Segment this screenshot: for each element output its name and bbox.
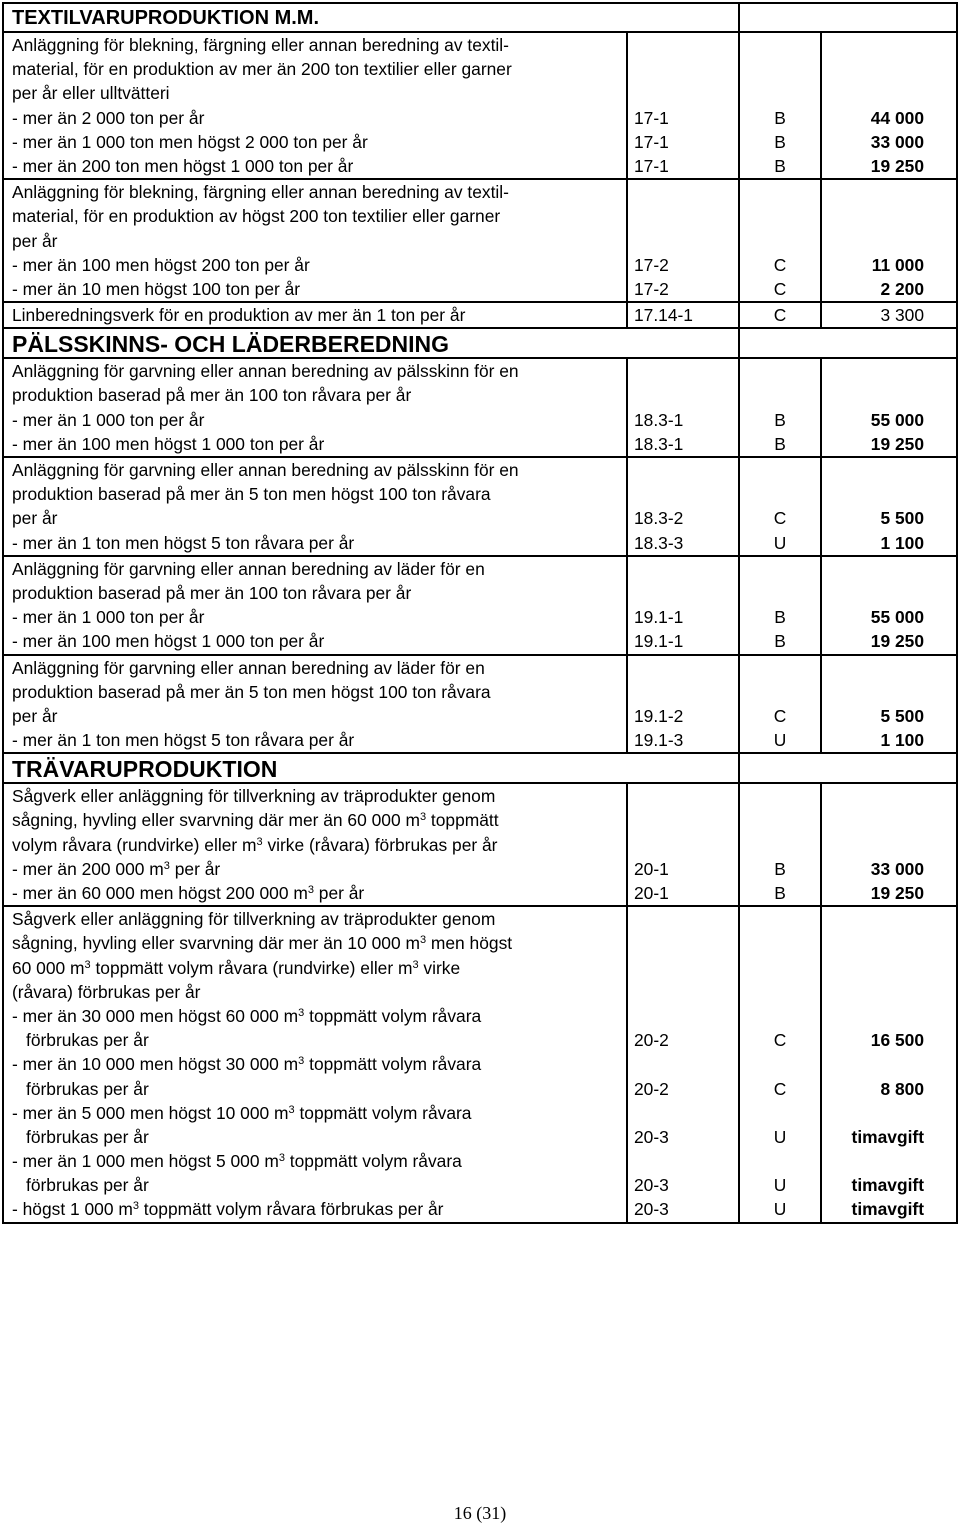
- activity-description: sågning, hyvling eller svarvning där mer än 60 000 $m^3$ toppmätt: [12, 810, 499, 831]
- activity-code: 19.1-3: [634, 730, 684, 751]
- fee-amount: 8 800: [880, 1078, 924, 1099]
- fee-amount: [822, 33, 924, 57]
- fee-amount: [822, 57, 924, 81]
- fee-amount: [822, 808, 924, 832]
- fee-amount: 3 300: [880, 305, 924, 326]
- permit-class: U: [773, 730, 787, 751]
- activity-description: - mer än 200 ton men högst 1 000 ton per år: [12, 155, 354, 176]
- activity-description: förbrukas per år: [26, 1078, 149, 1099]
- activity-description-cell: [3, 906, 627, 1222]
- activity-description: - högst 1 000 $m^3$ toppmätt volym råvara förbrukas per år: [12, 1199, 444, 1220]
- activity-description: produktion baserad på mer än 5 ton men högst 100 ton råvara: [12, 681, 491, 702]
- activity-code: [634, 1101, 738, 1125]
- permit-class: C: [773, 1078, 787, 1099]
- activity-description: - mer än 1 000 ton men högst 2 000 ton per år: [12, 131, 368, 152]
- fee-amount: 33 000: [870, 858, 924, 879]
- superscript-three: 3: [256, 835, 263, 848]
- activity-description: - mer än 5 000 men högst 10 000 $m^3$ toppmätt volym råvara: [12, 1102, 472, 1123]
- activity-description: material, för en produktion av mer än 200 ton textilier eller garner: [12, 59, 512, 80]
- activity-code: [634, 557, 738, 581]
- activity-code: [634, 383, 738, 407]
- activity-description: förbrukas per år: [26, 1175, 149, 1196]
- activity-code: [634, 656, 738, 680]
- permit-class: [740, 656, 820, 680]
- activity-code: 18.3-2: [634, 508, 684, 529]
- permit-class: [740, 383, 820, 407]
- activity-code: 20-1: [634, 883, 669, 903]
- fee-amount: [822, 907, 924, 931]
- activity-description: - mer än 10 000 men högst 30 000 $m^3$ toppmätt volym råvara: [12, 1054, 482, 1075]
- permit-class: [740, 180, 820, 204]
- permit-class: [740, 980, 820, 1004]
- activity-code: 17-1: [634, 131, 669, 152]
- activity-row: [3, 358, 957, 457]
- permit-class: U: [773, 1199, 787, 1220]
- fee-amount: 16 500: [870, 1030, 924, 1051]
- activity-description-cell: [3, 457, 627, 556]
- fee-amount: 44 000: [870, 107, 924, 128]
- activity-code-cell: [627, 302, 739, 328]
- activity-code-cell: [627, 179, 739, 302]
- section-heading-row: [3, 3, 957, 32]
- fee-amount: [822, 656, 924, 680]
- superscript-three: 3: [84, 958, 91, 971]
- superscript-three: 3: [412, 958, 419, 971]
- permit-class: [740, 204, 820, 228]
- activity-description: Anläggning för garvning eller annan beredning av pälsskinn för en: [12, 361, 519, 382]
- activity-code: [634, 229, 738, 253]
- activity-description-cell: [3, 783, 627, 906]
- activity-description: - mer än 30 000 men högst 60 000 $m^3$ toppmätt volym råvara: [12, 1005, 482, 1026]
- permit-class: [740, 784, 820, 808]
- fee-amount: 1 100: [880, 532, 924, 553]
- fee-amount-cell: [821, 302, 957, 328]
- permit-class: [740, 482, 820, 506]
- permit-class: [740, 808, 820, 832]
- activity-description: Anläggning för blekning, färgning eller annan beredning av textil-: [12, 182, 509, 203]
- permit-class: B: [774, 607, 786, 628]
- section-heading-cell: [3, 328, 739, 358]
- activity-row: [3, 302, 957, 328]
- activity-code: [634, 931, 738, 955]
- permit-class: [740, 907, 820, 931]
- activity-code-cell: [627, 358, 739, 457]
- activity-description: - mer än 100 men högst 1 000 ton per år: [12, 433, 325, 454]
- activity-description: - mer än 100 men högst 200 ton per år: [12, 254, 310, 275]
- fee-amount-cell: [821, 179, 957, 302]
- activity-description: Anläggning för garvning eller annan beredning av läder för en: [12, 657, 485, 678]
- activity-code: [634, 359, 738, 383]
- activity-description: volym råvara (rundvirke) eller $m^3$ virke (råvara) förbrukas per år: [12, 834, 498, 855]
- fee-amount: [822, 784, 924, 808]
- fee-amount-cell: [821, 655, 957, 754]
- activity-code-cell: [627, 906, 739, 1222]
- permit-class: [740, 57, 820, 81]
- section-heading-row: [3, 328, 957, 358]
- permit-class-cell: [739, 179, 821, 302]
- activity-description: (råvara) förbrukas per år: [12, 981, 201, 1002]
- permit-class: [740, 1004, 820, 1028]
- permit-class: [740, 680, 820, 704]
- activity-description: - mer än 1 ton men högst 5 ton råvara per år: [12, 532, 355, 553]
- fee-amount-cell: [821, 358, 957, 457]
- activity-code-cell: [627, 32, 739, 179]
- fee-amount: [822, 1101, 924, 1125]
- activity-description: förbrukas per år: [26, 1030, 149, 1051]
- permit-class: U: [773, 1126, 787, 1147]
- empty-cell: [739, 753, 957, 783]
- fee-amount: timavgift: [851, 1199, 924, 1220]
- activity-code: [634, 204, 738, 228]
- fee-amount: [822, 833, 924, 857]
- permit-class: C: [773, 278, 787, 299]
- activity-description: - mer än 200 000 $m^3$ per år: [12, 858, 221, 879]
- permit-class: [740, 931, 820, 955]
- activity-row: [3, 32, 957, 179]
- empty-cell: [739, 328, 957, 358]
- permit-class: B: [774, 107, 786, 128]
- permit-class: C: [773, 705, 787, 726]
- superscript-three: 3: [163, 859, 170, 872]
- permit-class: [740, 1149, 820, 1173]
- fee-amount: 5 500: [880, 508, 924, 529]
- permit-class: U: [773, 1175, 787, 1196]
- activity-description: Anläggning för garvning eller annan beredning av läder för en: [12, 558, 485, 579]
- fee-amount: 1 100: [880, 730, 924, 751]
- activity-code: 19.1-1: [634, 631, 684, 652]
- fee-amount: [822, 581, 924, 605]
- permit-class: [740, 581, 820, 605]
- activity-code: 19.1-2: [634, 705, 684, 726]
- permit-class-cell: [739, 358, 821, 457]
- activity-code: 20-3: [634, 1199, 669, 1220]
- activity-description: Sågverk eller anläggning för tillverkning av träprodukter genom: [12, 786, 496, 807]
- activity-description-cell: [3, 302, 627, 328]
- fee-amount: [822, 81, 924, 105]
- fee-amount: [822, 383, 924, 407]
- activity-code: [634, 1052, 738, 1076]
- section-heading-row: [3, 753, 957, 783]
- fee-amount: 55 000: [870, 607, 924, 628]
- fee-amount: 19 250: [870, 631, 924, 652]
- permit-class: C: [773, 254, 787, 275]
- activity-description: 60 000 $m^3$ toppmätt volym råvara (rundvirke) eller $m^3$ virke: [12, 957, 461, 978]
- activity-description-cell: [3, 655, 627, 754]
- superscript-three: 3: [298, 1055, 305, 1068]
- permit-class: C: [773, 305, 787, 326]
- activity-description: - mer än 10 men högst 100 ton per år: [12, 278, 301, 299]
- activity-code-cell: [627, 655, 739, 754]
- fee-amount: timavgift: [851, 1126, 924, 1147]
- fee-amount: 5 500: [880, 705, 924, 726]
- permit-class: [740, 81, 820, 105]
- activity-code: [634, 907, 738, 931]
- permit-class: [740, 956, 820, 980]
- activity-code: [634, 784, 738, 808]
- section-heading-cell: [3, 3, 739, 32]
- permit-class: B: [774, 433, 786, 454]
- activity-code: [634, 57, 738, 81]
- fee-amount-cell: [821, 32, 957, 179]
- activity-code-cell: [627, 457, 739, 556]
- fee-amount: [822, 204, 924, 228]
- permit-class: B: [774, 131, 786, 152]
- activity-description: produktion baserad på mer än 100 ton råvara per år: [12, 582, 412, 603]
- activity-code-cell: [627, 556, 739, 655]
- activity-row: [3, 457, 957, 556]
- activity-row: [3, 655, 957, 754]
- activity-description-cell: [3, 556, 627, 655]
- superscript-three: 3: [278, 1152, 285, 1165]
- activity-description: - mer än 2 000 ton per år: [12, 107, 205, 128]
- permit-class: B: [774, 858, 786, 879]
- activity-description: - mer än 60 000 men högst 200 000 $m^3$ per år: [12, 883, 365, 903]
- fee-amount: [822, 359, 924, 383]
- activity-code: 20-1: [634, 858, 669, 879]
- fee-amount: [822, 931, 924, 955]
- superscript-three: 3: [419, 934, 427, 947]
- permit-class-cell: [739, 302, 821, 328]
- activity-code: [634, 956, 738, 980]
- fee-amount: [822, 1052, 924, 1076]
- activity-row: [3, 906, 957, 1222]
- permit-class: B: [774, 883, 786, 903]
- activity-code: 20-2: [634, 1078, 669, 1099]
- superscript-three: 3: [419, 811, 427, 824]
- permit-class: [740, 557, 820, 581]
- activity-description: - mer än 100 men högst 1 000 ton per år: [12, 631, 325, 652]
- fee-amount: [822, 1004, 924, 1028]
- activity-description: per år eller ulltvätteri: [12, 83, 170, 104]
- permit-class-cell: [739, 906, 821, 1222]
- activity-code: [634, 1004, 738, 1028]
- activity-description: produktion baserad på mer än 5 ton men högst 100 ton råvara: [12, 484, 491, 505]
- activity-code: 17-1: [634, 107, 669, 128]
- activity-code: [634, 33, 738, 57]
- permit-class: B: [774, 155, 786, 176]
- activity-description-cell: [3, 179, 627, 302]
- activity-description: produktion baserad på mer än 100 ton råvara per år: [12, 385, 412, 406]
- fee-amount: [822, 180, 924, 204]
- activity-code: [634, 808, 738, 832]
- fee-amount: [822, 458, 924, 482]
- permit-class: [740, 359, 820, 383]
- activity-code: [634, 833, 738, 857]
- activity-description: - mer än 1 000 ton per år: [12, 409, 205, 430]
- fee-amount: 11 000: [871, 254, 924, 275]
- activity-description: Linberedningsverk för en produktion av mer än 1 ton per år: [12, 305, 466, 326]
- activity-description: per år: [12, 230, 58, 251]
- fee-amount: 19 250: [870, 883, 924, 903]
- activity-description-cell: [3, 32, 627, 179]
- activity-description-cell: [3, 358, 627, 457]
- permit-class: [740, 1052, 820, 1076]
- activity-code: 17-2: [634, 254, 669, 275]
- activity-row: [3, 783, 957, 906]
- activity-description: - mer än 1 000 men högst 5 000 $m^3$ toppmätt volym råvara: [12, 1151, 462, 1172]
- fee-amount: 2 200: [880, 278, 924, 299]
- section-title: TEXTILVARUPRODUKTION M.M.: [12, 7, 320, 29]
- section-heading-cell: [3, 753, 739, 783]
- superscript-three: 3: [307, 884, 314, 896]
- activity-code: 20-3: [634, 1126, 669, 1147]
- permit-class: B: [774, 409, 786, 430]
- section-title: TRÄVARUPRODUKTION: [12, 756, 278, 783]
- fee-amount: [822, 229, 924, 253]
- activity-description: - mer än 1 ton men högst 5 ton råvara per år: [12, 730, 355, 751]
- fee-amount: 33 000: [870, 131, 924, 152]
- activity-row: [3, 179, 957, 302]
- permit-class-cell: [739, 457, 821, 556]
- page-number: 16 (31): [453, 1503, 507, 1523]
- superscript-three: 3: [298, 1006, 305, 1019]
- permit-class: C: [773, 508, 787, 529]
- activity-description: Sågverk eller anläggning för tillverkning av träprodukter genom: [12, 909, 496, 930]
- activity-code: [634, 458, 738, 482]
- activity-code: [634, 482, 738, 506]
- activity-code: 18.3-1: [634, 433, 684, 454]
- empty-cell: [739, 3, 957, 32]
- activity-code: 17.14-1: [634, 305, 693, 326]
- permit-class: [740, 833, 820, 857]
- permit-class: [740, 229, 820, 253]
- fee-amount: [822, 956, 924, 980]
- fee-amount: [822, 482, 924, 506]
- activity-code: 19.1-1: [634, 607, 684, 628]
- permit-class-cell: [739, 32, 821, 179]
- activity-code: [634, 81, 738, 105]
- activity-code: 18.3-1: [634, 409, 684, 430]
- activity-description: förbrukas per år: [26, 1126, 149, 1147]
- fee-amount: [822, 680, 924, 704]
- fee-amount-cell: [821, 906, 957, 1222]
- activity-code: 20-2: [634, 1030, 669, 1051]
- activity-description: per år: [12, 705, 58, 726]
- activity-description: Anläggning för blekning, färgning eller annan beredning av textil-: [12, 35, 509, 55]
- activity-description: Anläggning för garvning eller annan beredning av pälsskinn för en: [12, 460, 519, 480]
- fee-amount: [822, 1149, 924, 1173]
- permit-class: B: [774, 631, 786, 652]
- fee-amount-cell: [821, 457, 957, 556]
- activity-code: [634, 180, 738, 204]
- permit-class: C: [773, 1030, 787, 1051]
- activity-description: per år: [12, 508, 58, 529]
- activity-code: 20-3: [634, 1175, 669, 1196]
- fee-amount-cell: [821, 556, 957, 655]
- activity-code: [634, 581, 738, 605]
- permit-class-cell: [739, 556, 821, 655]
- activity-code: [634, 680, 738, 704]
- fee-amount: timavgift: [851, 1175, 924, 1196]
- permit-class-cell: [739, 655, 821, 754]
- activity-code: 17-1: [634, 155, 669, 176]
- superscript-three: 3: [132, 1200, 139, 1213]
- activity-code-cell: [627, 783, 739, 906]
- fee-amount: 55 000: [870, 409, 924, 430]
- fee-amount: [822, 557, 924, 581]
- activity-description: sågning, hyvling eller svarvning där mer än 10 000 $m^3$ men högst: [12, 933, 513, 954]
- fee-amount: [822, 980, 924, 1004]
- activity-description: - mer än 1 000 ton per år: [12, 607, 205, 628]
- activity-code: 18.3-3: [634, 532, 684, 553]
- fee-amount: 19 250: [870, 433, 924, 454]
- fee-amount: 19 250: [870, 155, 924, 176]
- permit-class: [740, 1101, 820, 1125]
- permit-class: [740, 33, 820, 57]
- activity-code: [634, 980, 738, 1004]
- section-title: PÄLSSKINNS- OCH LÄDERBEREDNING: [12, 331, 450, 358]
- activity-code: [634, 1149, 738, 1173]
- regulation-table: [2, 2, 958, 1224]
- activity-description: material, för en produktion av högst 200 ton textilier eller garner: [12, 206, 501, 227]
- activity-row: [3, 556, 957, 655]
- superscript-three: 3: [288, 1103, 295, 1116]
- fee-amount-cell: [821, 783, 957, 906]
- activity-code: 17-2: [634, 278, 669, 299]
- permit-class-cell: [739, 783, 821, 906]
- permit-class: [740, 458, 820, 482]
- permit-class: U: [773, 532, 787, 553]
